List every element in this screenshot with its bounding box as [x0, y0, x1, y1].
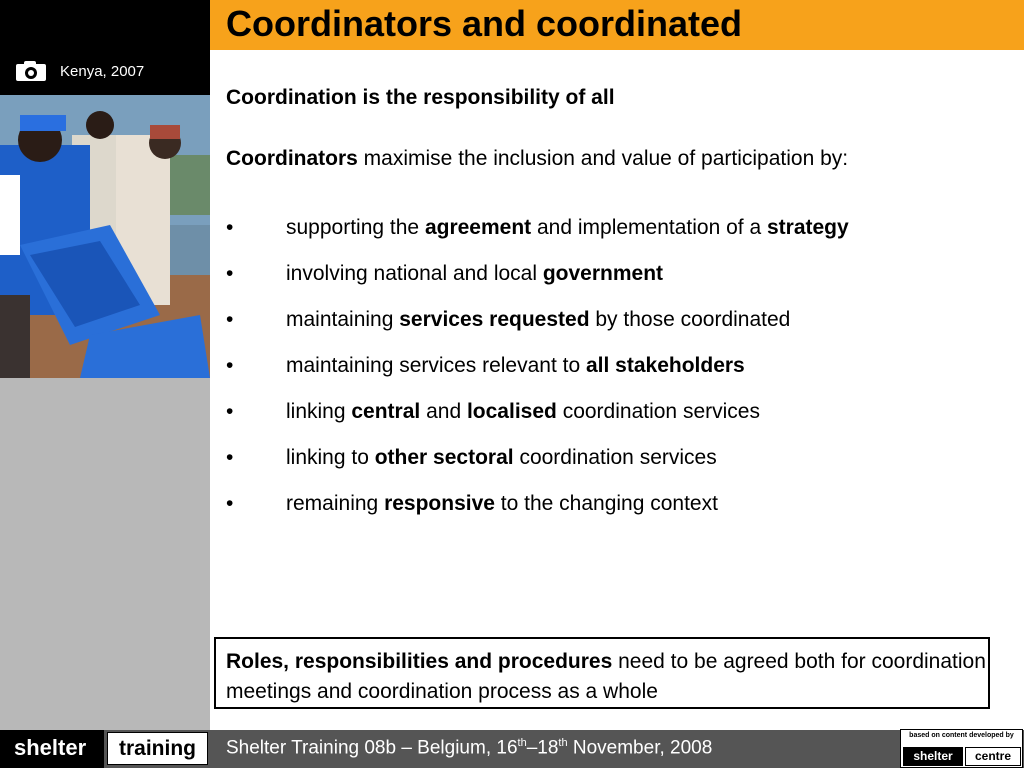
bullet-text: [286, 216, 849, 240]
photo-credit: [16, 61, 144, 81]
bullet-dot: •: [226, 216, 234, 239]
field-photo: [0, 95, 210, 378]
bullet-segment: and: [420, 400, 467, 423]
footer-text-mid: –18: [526, 737, 559, 759]
bullet-segment: and implementation of a: [531, 216, 767, 239]
list-item: [226, 308, 1016, 354]
logo-training: training: [107, 732, 208, 765]
note-bold: Roles, responsibilities and procedures: [226, 650, 613, 673]
camera-icon: [16, 61, 46, 81]
note-rest: need to be agreed both for coordination meetings and coordination process as a whole: [226, 650, 986, 703]
intro-rest: maximise the inclusion and value of participation by:: [357, 147, 849, 170]
bullet-dot: •: [226, 262, 234, 285]
bullet-text: [286, 492, 718, 516]
photo-caption: Kenya, 2007: [60, 62, 145, 80]
page-title: Coordinators and coordinated: [226, 3, 743, 44]
bullet-segment: coordination services: [513, 446, 717, 469]
footer-sup-1: th: [517, 737, 527, 749]
list-item: [226, 262, 1016, 308]
bullet-bold-segment: government: [542, 262, 664, 285]
list-item: [226, 216, 1016, 262]
sc-shelter: shelter: [903, 747, 963, 766]
logo-shelter: shelter: [0, 730, 104, 768]
bullet-bold-segment: other sectoral: [374, 446, 514, 469]
bullet-bold-segment: responsive: [384, 492, 495, 515]
title-bar: [210, 0, 1024, 50]
bullet-segment: maintaining: [286, 308, 400, 331]
bullet-bold-segment: central: [351, 400, 421, 423]
bullet-text: [286, 400, 760, 424]
bullet-segment: linking: [286, 400, 352, 423]
bullet-dot: •: [226, 400, 234, 423]
subtitle: Coordination is the responsibility of all: [226, 86, 615, 109]
bullet-text: [286, 446, 717, 470]
bullet-bold-segment: strategy: [766, 216, 849, 239]
bullet-segment: maintaining services relevant to: [286, 354, 586, 377]
bullet-segment: involving national and local: [286, 262, 543, 285]
footer-text-suffix: November, 2008: [567, 737, 713, 759]
bullet-bold-segment: services requested: [399, 308, 590, 331]
footer-text: [226, 737, 712, 759]
bullet-text: [286, 262, 663, 286]
bullet-bold-segment: agreement: [424, 216, 532, 239]
shelter-centre-logo: [900, 729, 1023, 768]
sc-caption: based on content developed by: [909, 732, 1014, 739]
bullet-dot: •: [226, 308, 234, 331]
bullet-segment: supporting the: [286, 216, 425, 239]
bullet-segment: remaining: [286, 492, 385, 515]
bullet-text: [286, 308, 790, 332]
bullet-dot: •: [226, 354, 234, 377]
bullet-segment: linking to: [286, 446, 375, 469]
sidebar-grey-panel: [0, 378, 210, 730]
list-item: [226, 400, 1016, 446]
bullet-dot: •: [226, 446, 234, 469]
bullet-segment: to the changing context: [494, 492, 718, 515]
list-item: [226, 492, 1016, 538]
bullet-bold-segment: localised: [466, 400, 557, 423]
bullet-segment: by those coordinated: [589, 308, 791, 331]
bullet-text: [286, 354, 745, 378]
note-box: [214, 637, 990, 709]
list-item: [226, 446, 1016, 492]
bullet-segment: coordination services: [556, 400, 760, 423]
footer-sup-2: th: [558, 737, 568, 749]
intro-bold: Coordinators: [226, 147, 358, 170]
bullet-list: [226, 216, 1016, 538]
footer-text-prefix: Shelter Training 08b – Belgium, 16: [226, 737, 518, 759]
bullet-bold-segment: all stakeholders: [585, 354, 745, 377]
sc-centre: centre: [965, 747, 1021, 766]
list-item: [226, 354, 1016, 400]
bullet-dot: •: [226, 492, 234, 515]
intro-text: [226, 147, 848, 171]
